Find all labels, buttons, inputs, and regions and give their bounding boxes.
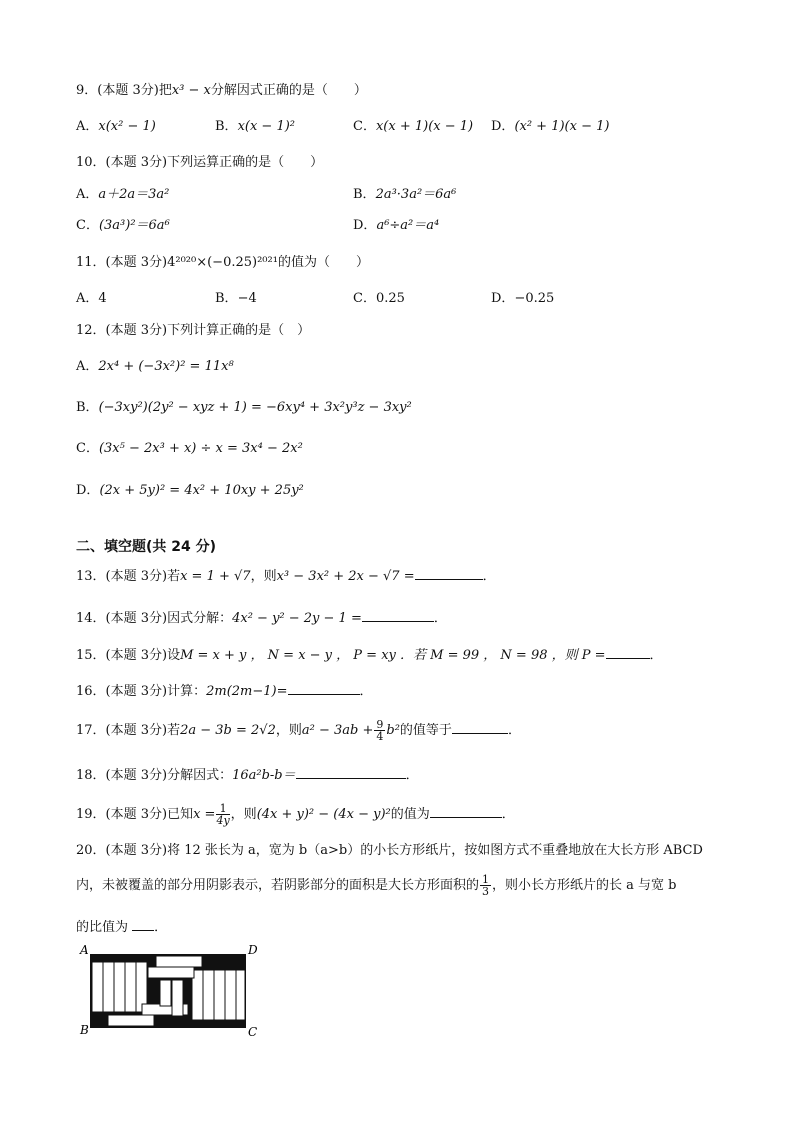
answer-blank-13[interactable] — [415, 565, 483, 580]
question-10-stem: 10．(本题 3分)下列运算正确的是（ ） — [76, 155, 324, 170]
corner-label-d: D — [248, 943, 258, 957]
q10-option-a[interactable]: A．a＋2a＝3a² — [76, 187, 170, 202]
question-13: 13．(本题 3分)若x = 1 + √7，则x³ − 3x² + 2x − √7 = ． — [76, 565, 496, 586]
question-11-expr: 4²⁰²⁰×(−0.25)²⁰²¹ — [167, 255, 278, 270]
question-16: 16．(本题 3分)计算：2m(2m−1)= ． — [76, 680, 373, 701]
q11-option-a[interactable]: A．4 — [76, 291, 107, 306]
question-19: 19．(本题 3分)已知x = $\frac{1}{4y}$，则(4x + y)² − (4x − y)²的值为 ． — [76, 802, 515, 827]
corner-label-c: C — [248, 1025, 258, 1038]
q9-option-d[interactable]: D．(x² + 1)(x − 1) — [491, 119, 610, 134]
question-20-line-2: 内，未被覆盖的部分用阴影表示，若阴影部分的面积是大长方形面积的 $\frac{1}{3}$ ，则小长方形纸片的长 a 与宽 b — [76, 873, 677, 898]
corner-label-b: B — [80, 1023, 89, 1037]
answer-blank-16[interactable] — [288, 680, 360, 695]
q11-option-d[interactable]: D．−0.25 — [491, 291, 555, 306]
q12-option-b[interactable]: B．(−3xy²)(2y² − xyz + 1) = −6xy⁴ + 3x²y³z − 3xy² — [76, 400, 412, 415]
question-14: 14．(本题 3分)因式分解：4x² − y² − 2y − 1 = ． — [76, 607, 447, 628]
q11-option-c[interactable]: C．0.25 — [353, 291, 405, 306]
fraction-9-4: $\frac{9}{4}$ — [376, 718, 384, 743]
fraction-1-4y: $\frac{1}{4y}$ — [216, 802, 230, 827]
question-18: 18．(本题 3分)分解因式：16a²b-b＝ ． — [76, 764, 419, 785]
question-17: 17．(本题 3分)若2a − 3b = 2√2，则a² − 3ab + $\frac{9}{4}$ b²的值等于 ． — [76, 718, 521, 743]
rectangle-abcd-figure — [76, 942, 266, 1038]
q12-option-c[interactable]: C．(3x⁵ − 2x³ + x) ÷ x = 3x⁴ − 2x² — [76, 441, 303, 456]
question-12-stem: 12．(本题 3分)下列计算正确的是（ ） — [76, 323, 311, 338]
answer-blank-17[interactable] — [452, 719, 508, 734]
answer-blank-18[interactable] — [296, 764, 406, 779]
left-vertical-papers — [92, 962, 147, 1012]
answer-blank-19[interactable] — [430, 803, 502, 818]
question-9-expr: x³ − x — [171, 83, 211, 98]
section-2-title: 二、填空题(共 24 分) — [76, 539, 217, 555]
q10-option-d[interactable]: D．a⁶÷a²＝a⁴ — [353, 218, 440, 233]
q10-option-c[interactable]: C．(3a³)²＝6a⁶ — [76, 218, 170, 233]
q9-option-c[interactable]: C．x(x + 1)(x − 1) — [353, 119, 474, 134]
center-vertical-paper — [172, 980, 183, 1016]
q12-option-a[interactable]: A．2x⁴ + (−3x²)² = 11x⁸ — [76, 359, 234, 374]
question-20-line-1: 20．(本题 3分)将 12 张长为 a，宽为 b（a>b）的小长方形纸片，按如图方式不重叠地放在大长方形 ABCD — [76, 843, 703, 858]
q9-option-a[interactable]: A．x(x² − 1) — [76, 119, 156, 134]
fraction-1-3: $\frac{1}{3}$ — [482, 873, 490, 898]
q9-option-b[interactable]: B．x(x − 1)² — [215, 119, 296, 134]
top-horizontal-papers — [148, 956, 202, 978]
q11-option-b[interactable]: B．−4 — [215, 291, 257, 306]
question-11-stem: 11．(本题 3分)4²⁰²⁰×(−0.25)²⁰²¹的值为（ ） — [76, 255, 369, 270]
answer-blank-20[interactable] — [132, 916, 154, 931]
corner-label-a: A — [80, 943, 89, 957]
question-20-line-3: 的比值为 ． — [76, 916, 167, 937]
answer-blank-14[interactable] — [362, 607, 434, 622]
question-15: 15．(本题 3分)设M = x + y ， N = x − y ， P = xy ．若 M = 99 ， N = 98 ，则 P = ． — [76, 644, 663, 665]
q12-option-d[interactable]: D．(2x + 5y)² = 4x² + 10xy + 25y² — [76, 483, 304, 498]
answer-blank-15[interactable] — [606, 644, 650, 659]
q10-option-b[interactable]: B．2a³·3a²＝6a⁶ — [353, 187, 457, 202]
question-9-stem: 9．(本题 3分)把x³ − x分解因式正确的是（ ） — [76, 83, 367, 98]
right-vertical-papers — [192, 970, 245, 1020]
center-left-paper — [160, 980, 171, 1006]
